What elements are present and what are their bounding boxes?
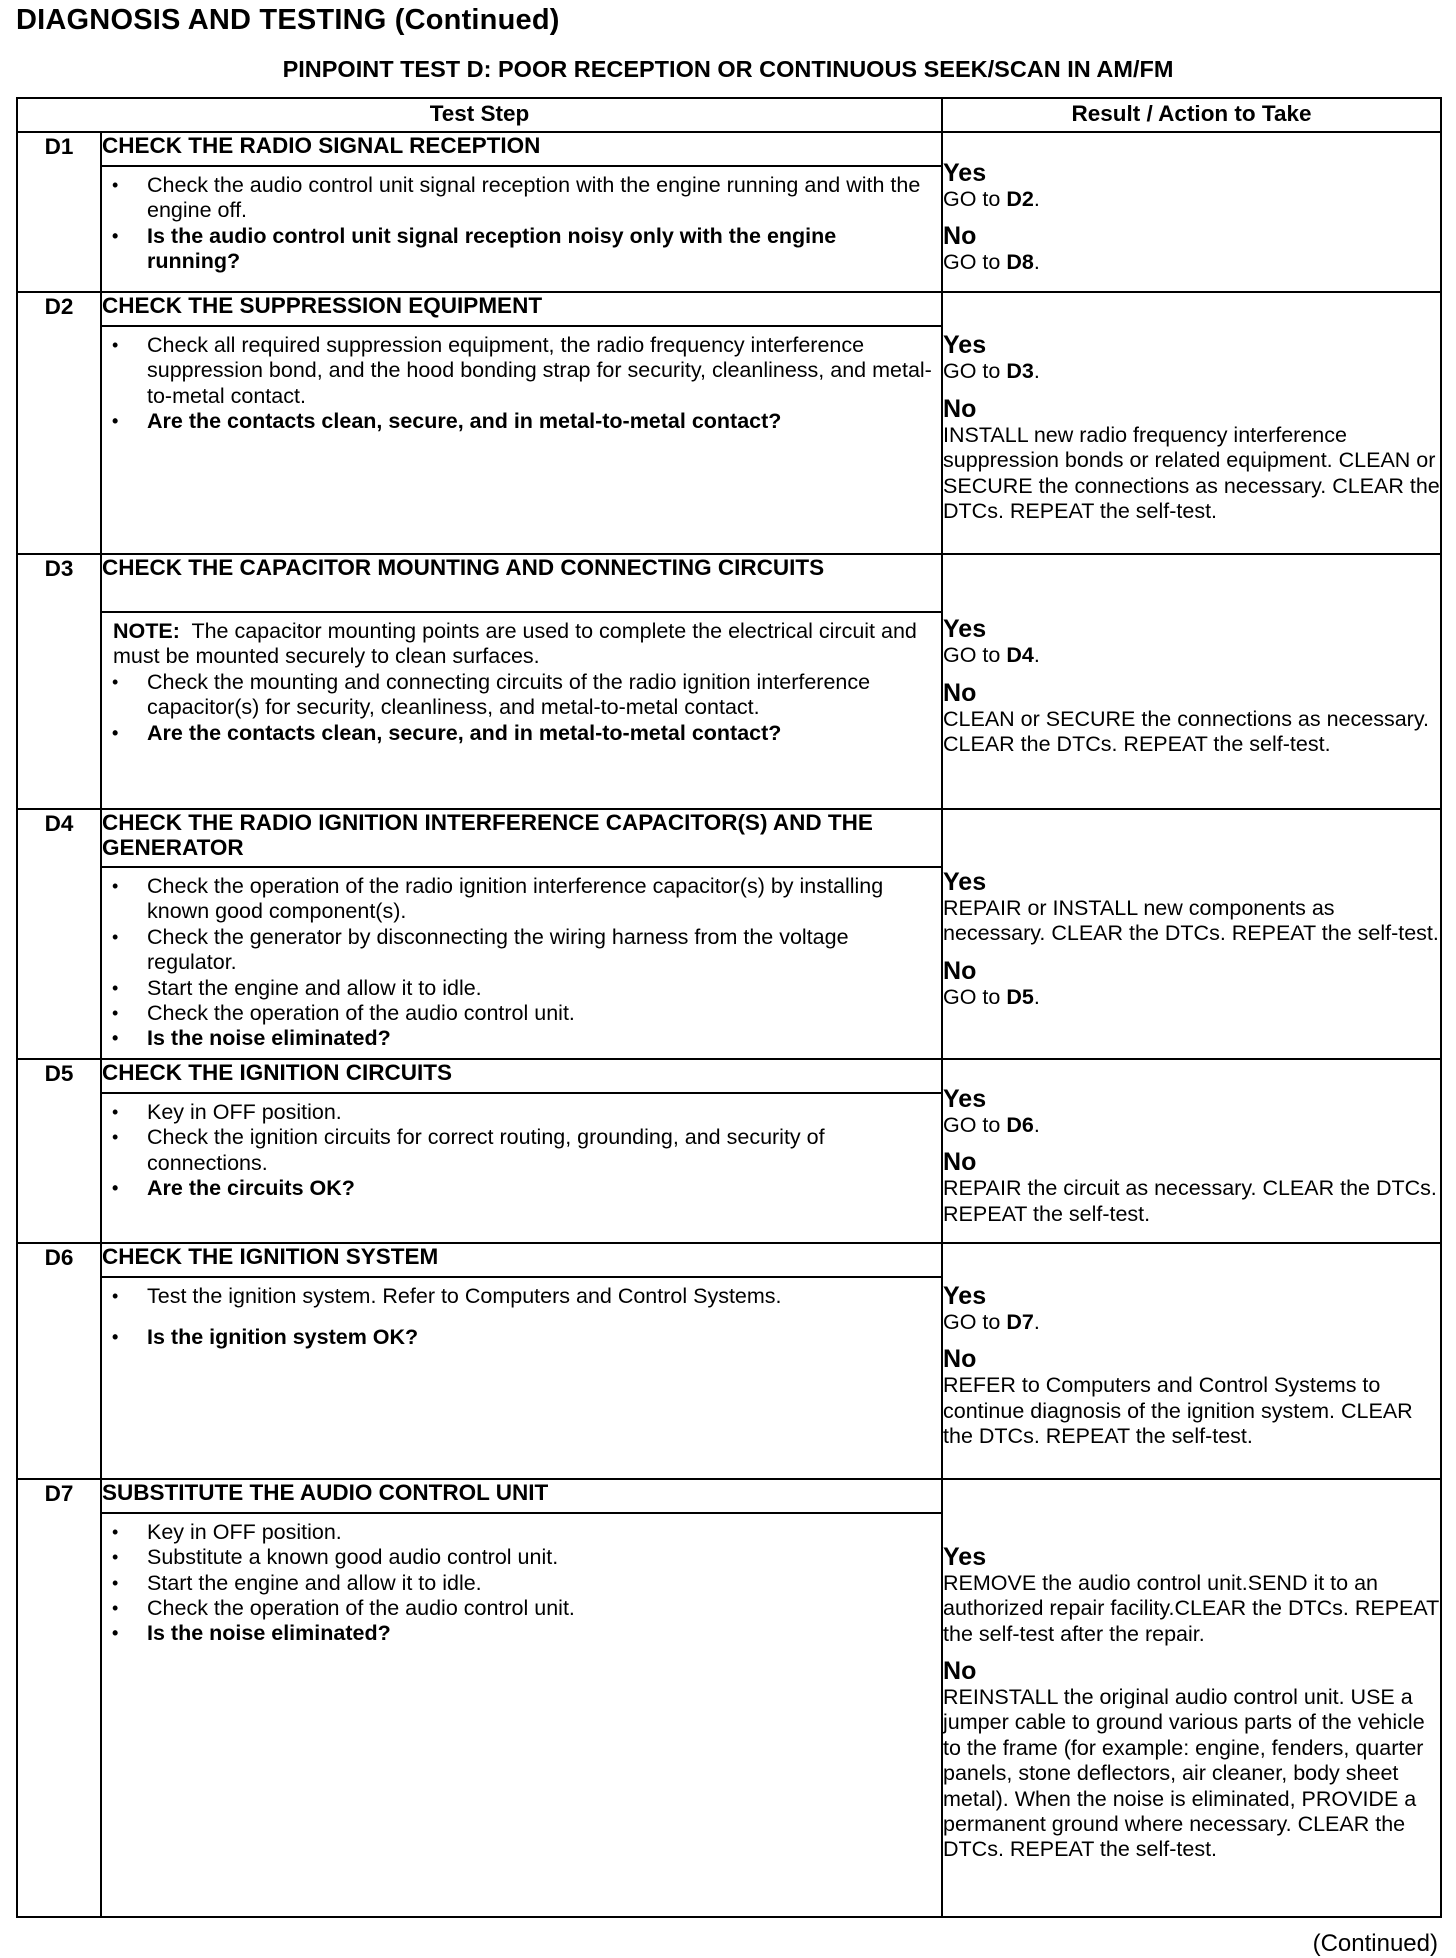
step-title: CHECK THE CAPACITOR MOUNTING AND CONNECTING CIRCUITS [101, 554, 942, 612]
yes-action: GO to D3. [943, 359, 1040, 384]
step-header-row [17, 554, 1441, 612]
bullet-list [102, 868, 941, 1058]
no-label: No [943, 678, 977, 707]
no-action: REPAIR the circuit as necessary. CLEAR the DTCs. REPEAT the self-test. [943, 1176, 1437, 1226]
step-header-row [17, 1479, 1441, 1513]
step-header-row [17, 1059, 1441, 1093]
yes-label: Yes [943, 158, 987, 187]
step-title: CHECK THE IGNITION SYSTEM [101, 1243, 942, 1277]
yes-label: Yes [943, 1542, 987, 1571]
step-id: D4 [17, 809, 101, 1059]
bullet-list [102, 167, 941, 281]
header-result: Result / Action to Take [942, 98, 1441, 132]
no-action: GO to D5. [943, 984, 1040, 1009]
bullet-item: • Check the audio control unit signal reception with the engine running and with the engine off. [147, 173, 933, 224]
no-action: GO to D8. [943, 250, 1040, 274]
yes-action: REPAIR or INSTALL new components as necessary. CLEAR the DTCs. REPEAT the self-test. [943, 895, 1439, 946]
bullet-item: • Check the operation of the audio control unit. [147, 1001, 933, 1026]
step-id: D3 [17, 554, 101, 809]
bullet-list [102, 670, 941, 752]
no-action: INSTALL new radio frequency interference suppression bonds or related equipment. CLEAN or SECURE the connections as necessary. CLEAR the DTCs. REPEAT the self-test. [943, 422, 1440, 524]
note-text: The capacitor mounting points are used to complete the electrical circuit and must be mounted securely to clean surfaces. [113, 619, 917, 669]
bullet-item: • Start the engine and allow it to idle. [147, 1571, 933, 1596]
no-label: No [943, 1345, 977, 1374]
yes-action: GO to D4. [943, 643, 1040, 668]
no-label: No [943, 394, 977, 423]
no-action: REINSTALL the original audio control unit. USE a jumper cable to ground various parts of the vehicle to the frame (for example: engine, fenders, quarter panels, stone deflectors, air cleaner, body sheet metal). When the noise is eliminated, PROVIDE a permanent ground where necessary. CLEAR the DTCs. REPEAT the self-test. [943, 1685, 1425, 1862]
step-header-row [17, 1243, 1441, 1277]
bullet-item: • Check the operation of the radio ignition interference capacitor(s) by installing known good component(s). [147, 874, 933, 925]
yes-label: Yes [943, 331, 987, 360]
step-id: D7 [17, 1479, 101, 1917]
no-label: No [943, 956, 977, 985]
step-instructions [101, 1513, 942, 1917]
yes-action: GO to D7. [943, 1310, 1040, 1335]
step-instructions [101, 867, 942, 1059]
yes-action: GO to D2. [943, 186, 1040, 211]
no-label: No [943, 222, 977, 250]
step-result [942, 292, 1441, 554]
no-action: CLEAN or SECURE the connections as necessary. CLEAR the DTCs. REPEAT the self-test. [943, 706, 1429, 757]
step-header-row [17, 132, 1441, 166]
step-title: SUBSTITUTE THE AUDIO CONTROL UNIT [101, 1479, 942, 1513]
no-label: No [943, 1657, 977, 1686]
step-header-row [17, 292, 1441, 326]
step-instructions [101, 1277, 942, 1479]
bullet-item: • Substitute a known good audio control unit. [147, 1545, 933, 1570]
pinpoint-test-table [16, 97, 1442, 1918]
step-note [102, 613, 941, 670]
bullet-list [102, 1514, 941, 1653]
step-title: CHECK THE IGNITION CIRCUITS [101, 1059, 942, 1093]
step-title: CHECK THE SUPPRESSION EQUIPMENT [101, 292, 942, 326]
yes-action: REMOVE the audio control unit.SEND it to an authorized repair facility.CLEAR the DTCs. REPEAT the self-test after the repair. [943, 1570, 1439, 1646]
step-instructions [101, 326, 942, 554]
step-result [942, 1059, 1441, 1243]
yes-label: Yes [943, 1282, 987, 1311]
step-result [942, 809, 1441, 1059]
step-result [942, 554, 1441, 809]
step-id: D6 [17, 1243, 101, 1479]
step-id: D2 [17, 292, 101, 554]
step-title: CHECK THE RADIO IGNITION INTERFERENCE CAPACITOR(S) AND THE GENERATOR [101, 809, 942, 867]
note-label: NOTE: [113, 619, 180, 643]
step-header-row [17, 809, 1441, 867]
bullet-list [102, 327, 941, 441]
step-result [942, 132, 1441, 292]
no-action: REFER to Computers and Control Systems to continue diagnosis of the ignition system. CLEAR the DTCs. REPEAT the self-test. [943, 1373, 1413, 1449]
step-result [942, 1243, 1441, 1479]
step-question: • Are the contacts clean, secure, and in metal-to-metal contact? [147, 721, 933, 746]
bullet-item: • Check the generator by disconnecting the wiring harness from the voltage regulator. [147, 925, 933, 976]
bullet-item: • Check the ignition circuits for correct routing, grounding, and security of connections. [147, 1125, 933, 1176]
header-test-step: Test Step [17, 98, 942, 132]
bullet-item: • Check all required suppression equipment, the radio frequency interference suppression bond, and the hood bonding strap for security, cleanliness, and metal-to-metal contact. [147, 333, 933, 409]
bullet-item: • Start the engine and allow it to idle. [147, 976, 933, 1001]
bullet-item: • Test the ignition system. Refer to Computers and Control Systems. [147, 1284, 933, 1309]
no-label: No [943, 1148, 977, 1177]
step-instructions [101, 166, 942, 292]
step-question: • Are the circuits OK? [147, 1176, 933, 1201]
bullet-list [102, 1094, 941, 1208]
step-title: CHECK THE RADIO SIGNAL RECEPTION [101, 132, 942, 166]
bullet-item: • Key in OFF position. [147, 1520, 933, 1545]
step-id: D5 [17, 1059, 101, 1243]
bullet-item: • Key in OFF position. [147, 1100, 933, 1125]
step-id: D1 [17, 132, 101, 292]
step-question: • Is the ignition system OK? [147, 1325, 933, 1350]
step-result [942, 1479, 1441, 1917]
yes-action: GO to D6. [943, 1112, 1040, 1137]
steps-body [17, 132, 1441, 1917]
step-question: • Is the noise eliminated? [147, 1621, 933, 1646]
bullet-item: • Check the operation of the audio control unit. [147, 1596, 933, 1621]
yes-label: Yes [943, 867, 987, 896]
bullet-list [102, 1278, 941, 1357]
yes-label: Yes [943, 1084, 987, 1113]
step-instructions [101, 1093, 942, 1243]
step-question: • Are the contacts clean, secure, and in metal-to-metal contact? [147, 409, 933, 434]
continued-footer: (Continued) [1312, 1930, 1438, 1957]
pinpoint-test-title: PINPOINT TEST D: POOR RECEPTION OR CONTINUOUS SEEK/SCAN IN AM/FM [282, 56, 1174, 82]
table-header-row [17, 98, 1441, 132]
step-instructions [101, 612, 942, 809]
step-question: • Is the audio control unit signal reception noisy only with the engine running? [147, 224, 933, 275]
yes-label: Yes [943, 615, 987, 644]
bullet-item: • Check the mounting and connecting circuits of the radio ignition interference capacitor(s) for security, cleanliness, and metal-to-metal contact. [147, 670, 933, 721]
step-question: • Is the noise eliminated? [147, 1026, 933, 1051]
page-title: DIAGNOSIS AND TESTING (Continued) [16, 4, 560, 36]
